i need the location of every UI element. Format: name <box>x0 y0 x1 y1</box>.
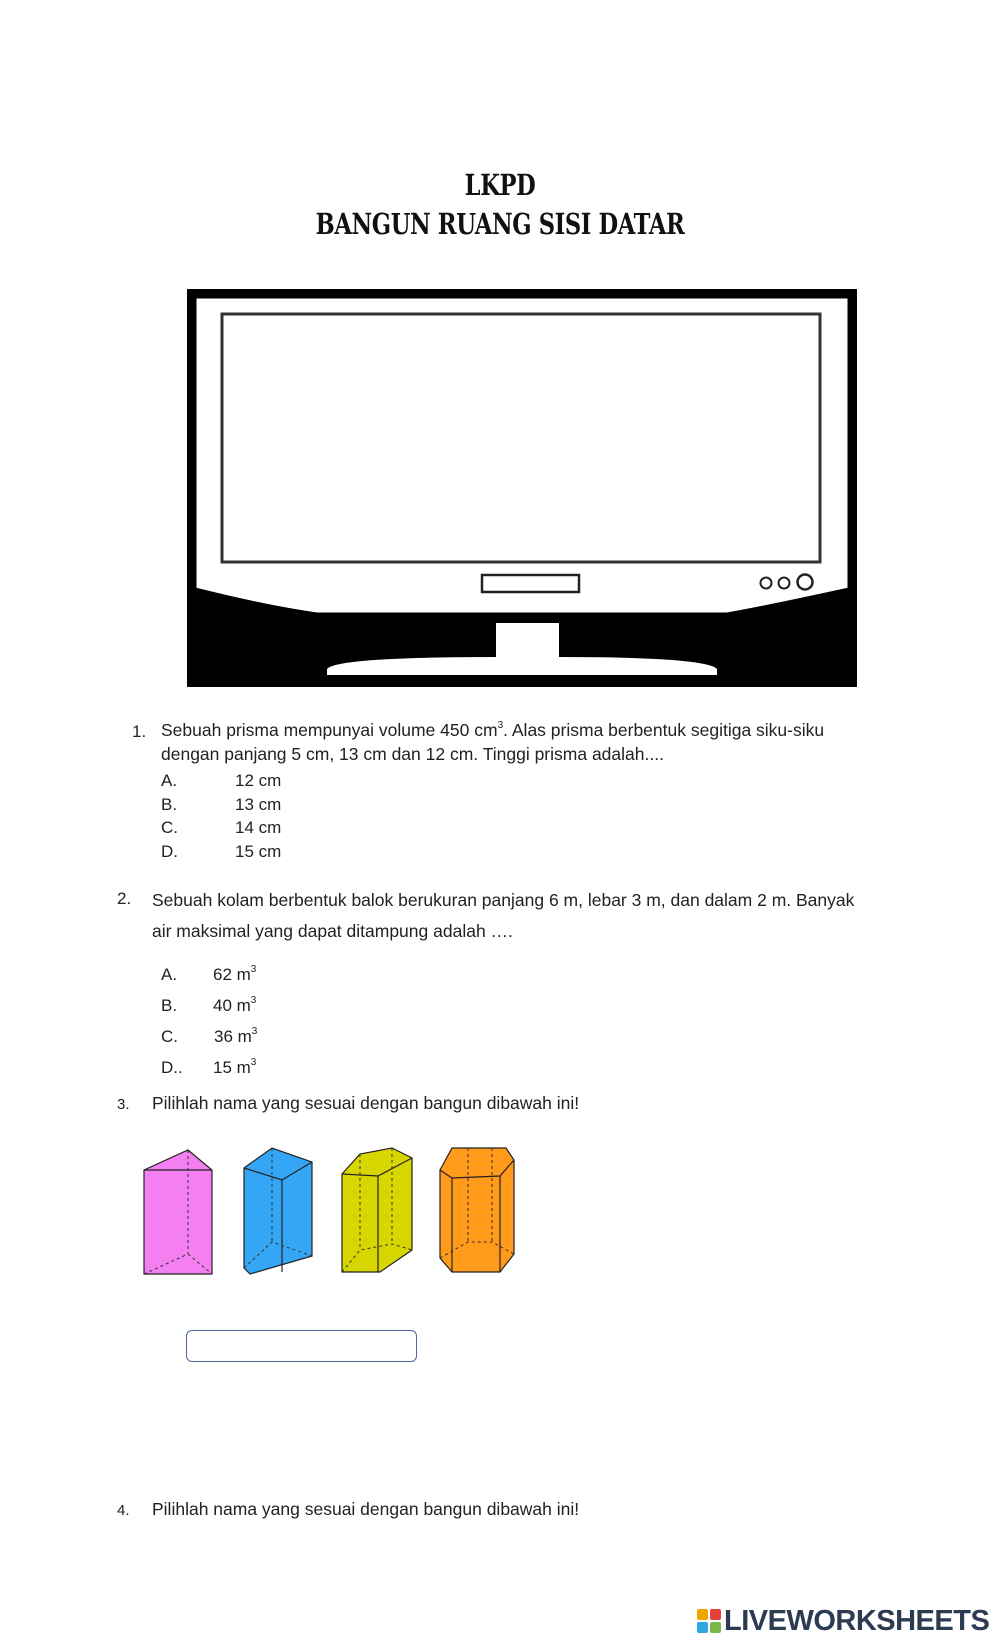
option-value: 13 cm <box>235 795 282 814</box>
option-value: 15 cm <box>235 842 282 861</box>
option-superscript: 3 <box>251 1026 258 1037</box>
question-4-text: Pilihlah nama yang sesuai dengan bangun dibawah ini! <box>152 1499 580 1519</box>
option-value: 36 m <box>214 1027 252 1046</box>
question-1-text-part: Sebuah prisma mempunyai volume 450 cm <box>161 720 498 740</box>
option-letter: C. <box>161 1027 178 1046</box>
liveworksheets-brand <box>696 1605 989 1637</box>
question-2-number: 2. <box>117 889 132 908</box>
option-value: 62 m <box>213 965 251 984</box>
triangular-prism-icon <box>140 1148 216 1276</box>
option-letter: B. <box>161 795 178 814</box>
question-3-number: 3. <box>117 1096 130 1113</box>
question-2-text-line2: air maksimal yang dapat ditampung adalah …. <box>152 921 513 941</box>
quadrilateral-prism-icon <box>240 1146 316 1276</box>
option-letter: B. <box>161 996 178 1015</box>
option-superscript: 3 <box>250 964 257 975</box>
option-letter: A. <box>161 771 178 790</box>
question-1-text <box>161 718 861 766</box>
option-letter: D.. <box>161 1058 183 1077</box>
option-letter: A. <box>161 965 178 984</box>
hexagonal-prism-icon <box>438 1146 518 1276</box>
question-4-number: 4. <box>117 1502 130 1519</box>
question-1-superscript: 3 <box>497 720 504 731</box>
pentagonal-prism-icon <box>340 1146 416 1276</box>
option-value: 15 m <box>213 1058 251 1077</box>
option-superscript: 3 <box>250 995 257 1006</box>
option-value: 14 cm <box>235 818 282 837</box>
question-3-answer-dropdown[interactable] <box>186 1330 417 1362</box>
brand-name: LIVEWORKSHEETS <box>724 1604 990 1637</box>
question-2-text-line1: Sebuah kolam berbentuk balok berukuran panjang 6 m, lebar 3 m, dan dalam 2 m. Banyak <box>152 890 855 910</box>
question-1-text-line2: dengan panjang 5 cm, 13 cm dan 12 cm. Tinggi prisma adalah.... <box>161 744 664 764</box>
option-value: 12 cm <box>235 771 282 790</box>
question-1-number: 1. <box>132 722 147 741</box>
worksheet-subtitle: BANGUN RUANG SISI DATAR <box>315 207 685 241</box>
option-letter: D. <box>161 842 178 861</box>
question-2-text <box>152 885 892 947</box>
option-value: 40 m <box>213 996 251 1015</box>
liveworksheets-logo-icon <box>696 1608 722 1634</box>
monitor-icon <box>187 289 857 687</box>
worksheet-title: LKPD <box>464 168 536 202</box>
option-superscript: 3 <box>250 1057 257 1068</box>
question-3-text: Pilihlah nama yang sesuai dengan bangun dibawah ini! <box>152 1093 580 1113</box>
option-letter: C. <box>161 818 178 837</box>
question-1-text-part: . Alas prisma berbentuk segitiga siku-siku <box>503 720 825 740</box>
